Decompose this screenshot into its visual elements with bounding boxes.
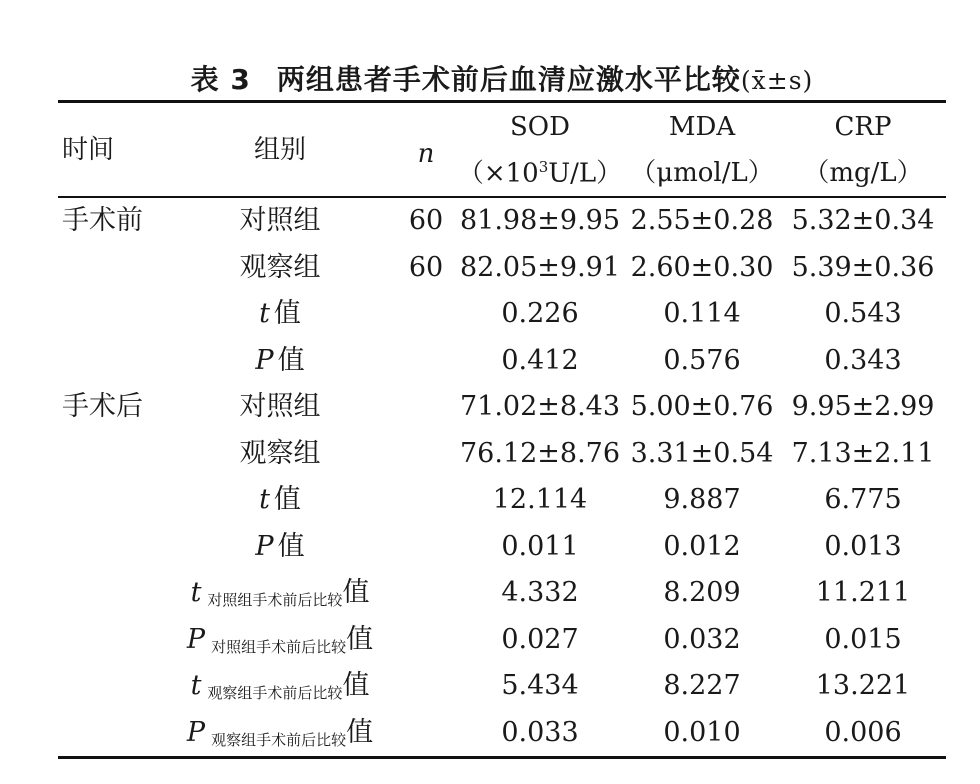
crp-cell: 5.39±0.36 (791, 251, 935, 283)
crp-cell: 6.775 (824, 484, 902, 515)
table-row (0, 245, 980, 291)
crp-cell: 5.32±0.34 (791, 205, 935, 236)
time-cell: 手术后 (62, 391, 143, 422)
crp-cell: 11.211 (815, 577, 911, 608)
group-cell: 对照组 (239, 391, 321, 422)
stat-subscript: 对照组手术前后比较 (207, 591, 343, 609)
stat-suffix: 值 (346, 716, 374, 748)
n-cell: 60 (408, 251, 444, 283)
table-caption (58, 58, 946, 98)
group-cell (170, 338, 390, 384)
mda-cell: 0.012 (663, 530, 741, 562)
header-time: 时间 (62, 135, 115, 165)
crp-cell: 0.015 (824, 623, 902, 655)
mda-cell: 2.60±0.30 (630, 251, 774, 283)
crp-cell: 13.221 (815, 670, 911, 701)
sod-cell: 0.033 (501, 716, 579, 748)
mda-cell: 0.010 (663, 716, 741, 748)
stat-suffix: 值 (273, 484, 301, 515)
mda-cell: 8.209 (663, 577, 741, 608)
mda-cell: 3.31±0.54 (630, 437, 774, 469)
table-row (0, 291, 980, 337)
stat-subscript: 对照组手术前后比较 (211, 637, 347, 656)
sod-cell: 82.05±9.91 (459, 251, 621, 283)
sod-cell: 5.434 (501, 670, 579, 701)
stat-suffix: 值 (277, 530, 305, 562)
group-cell (170, 617, 390, 670)
stat-suffix: 值 (273, 298, 301, 329)
crp-cell: 7.13±2.11 (791, 437, 935, 469)
mda-cell: 9.887 (663, 484, 741, 515)
group-cell (170, 710, 390, 763)
group-cell (170, 570, 390, 623)
n-cell: 60 (408, 205, 444, 236)
table-row (0, 477, 980, 523)
group-cell: 观察组 (239, 437, 321, 469)
header-n: n (417, 139, 435, 169)
crp-cell: 9.95±2.99 (791, 391, 935, 422)
group-cell: 观察组 (239, 251, 321, 283)
table-bottom-rule (58, 756, 946, 759)
sod-cell: 0.027 (501, 623, 579, 655)
stat-symbol: P (255, 344, 274, 376)
time-cell: 手术前 (62, 205, 143, 236)
stat-suffix: 值 (342, 670, 370, 701)
table-title: 两组患者手术前后血清应激水平比较 (276, 63, 741, 96)
table-top-rule (58, 100, 946, 103)
table-stat-notation: (x̄±s) (740, 66, 814, 95)
sod-cell: 4.332 (501, 577, 579, 608)
stat-suffix: 值 (342, 577, 370, 608)
stat-subscript: 观察组手术前后比较 (207, 684, 343, 702)
sod-cell: 71.02±8.43 (459, 391, 621, 422)
stat-symbol: P (186, 623, 206, 655)
table-row (0, 384, 980, 430)
group-cell (170, 524, 390, 570)
header-group: 组别 (253, 135, 306, 165)
stat-suffix: 值 (346, 623, 374, 655)
stat-symbol: P (186, 716, 206, 748)
crp-cell: 0.013 (824, 530, 902, 562)
sod-cell: 0.412 (501, 344, 579, 376)
stat-symbol: t (259, 298, 270, 329)
sod-cell: 76.12±8.76 (459, 437, 621, 469)
sod-cell: 81.98±9.95 (459, 205, 621, 236)
table-number: 表 3 (190, 63, 251, 96)
table-row (0, 570, 980, 616)
stat-subscript: 观察组手术前后比较 (211, 730, 347, 749)
mda-cell: 0.114 (663, 298, 741, 329)
table-row (0, 338, 980, 384)
header-mda-unit: （μmol/L） (630, 158, 774, 188)
sod-cell: 12.114 (492, 484, 588, 515)
mda-cell: 0.032 (663, 623, 741, 655)
table-row (0, 710, 980, 756)
group-cell (170, 663, 390, 716)
table-row (0, 617, 980, 663)
group-cell (170, 291, 390, 337)
sod-cell: 0.011 (501, 530, 579, 562)
table-row (0, 198, 980, 244)
table-row (0, 431, 980, 477)
mda-cell: 0.576 (663, 344, 741, 376)
header-sod-unit: $(\times 10^3U/L)$ (457, 158, 623, 189)
stat-symbol: t (190, 577, 202, 608)
table-row (0, 524, 980, 570)
stat-symbol: t (190, 670, 202, 701)
stat-symbol: t (259, 484, 270, 515)
crp-cell: 0.543 (824, 298, 902, 329)
crp-cell: 0.343 (824, 344, 902, 376)
mda-cell: 5.00±0.76 (630, 391, 774, 422)
header-crp-unit: （mg/L） (803, 158, 923, 188)
group-cell: 对照组 (239, 205, 321, 236)
header-sod-name: SOD (510, 112, 570, 142)
mda-cell: 2.55±0.28 (630, 205, 774, 236)
header-mda-name: MDA (668, 112, 736, 142)
crp-cell: 0.006 (824, 716, 902, 748)
sod-cell: 0.226 (501, 298, 579, 329)
stat-suffix: 值 (277, 344, 305, 376)
stat-symbol: P (255, 530, 274, 562)
table-row (0, 663, 980, 709)
mda-cell: 8.227 (663, 670, 741, 701)
header-crp-name: CRP (834, 112, 892, 142)
group-cell (170, 477, 390, 523)
